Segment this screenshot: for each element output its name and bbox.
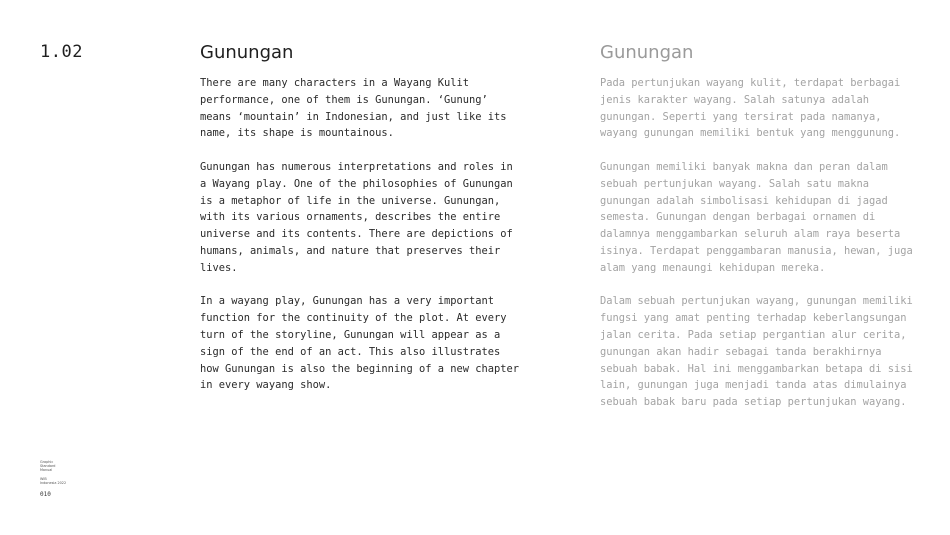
page-footer (40, 460, 66, 498)
footer-line-year: Indonesia 2022 (40, 480, 67, 485)
footer-line-standard: Standard (40, 464, 56, 469)
english-paragraph-3: In a wayang play, Gunungan has a very important function for the continuity of the plot. At every turn of the storyline, Gunungan will appear as a sign of the end of an act. This also illustrates how Gunungan is also the beginning of a new chapter in every wayang show. (200, 295, 520, 392)
english-title: Gunungan (200, 42, 294, 63)
indonesian-paragraph-1: Pada pertunjukan wayang kulit, terdapat berbagai jenis karakter wayang. Salah satunya adalah gunungan. Seperti yang tersirat pada namanya, wayang gunungan memiliki bentuk yang menggunung. (600, 77, 901, 140)
indonesian-paragraph-2: Gunungan memiliki banyak makna dan peran dalam sebuah pertunjukan wayang. Salah satu makna gunungan adalah simbolisasi kehidupan di jagad semesta. Gunungan dengan berbagai ornamen di dalamnya menggambarkan seluruh alam raya beserta isinya. Terdapat penggambaran manusia, hewan, juga alam yang menaungi kehidupan mereka. (600, 160, 913, 274)
indonesian-paragraph-3: Dalam sebuah pertunjukan wayang, gunungan memiliki fungsi yang amat penting terhadap keberlangsungan jalan cerita. Pada setiap pergantian alur cerita, gunungan akan hadir sebagai tanda berakhirnya sebuah babak. Hal ini menggambarkan betapa di sisi lain, gunungan juga menjadi tanda atas dimulainya sebuah babak baru pada setiap pertunjukan wayang. (600, 295, 913, 409)
indonesian-title: Gunungan (600, 42, 694, 63)
section-number: 1.02 (40, 42, 83, 62)
footer-sub-label: WIB (40, 476, 47, 481)
page-number: 010 (40, 491, 51, 499)
english-paragraph-2: Gunungan has numerous interpretations and roles in a Wayang play. One of the philosophies of Gunungan is a metaphor of life in the universe. Gunungan, with its various ornaments, describes the entire universe and its contents. There are depictions of humans, animals, and nature that preserves their lives. (200, 160, 513, 274)
english-paragraph-1: There are many characters in a Wayang Kulit performance, one of them is Gunungan. ‘Gunung’ means ‘mountain’ in Indonesian, and just like its name, its shape is mountainous. (200, 77, 507, 140)
english-column (200, 42, 520, 411)
footer-line-manual: Manual (40, 468, 53, 473)
indonesian-column (600, 42, 915, 428)
footer-line-graphic: Graphic (40, 460, 54, 464)
